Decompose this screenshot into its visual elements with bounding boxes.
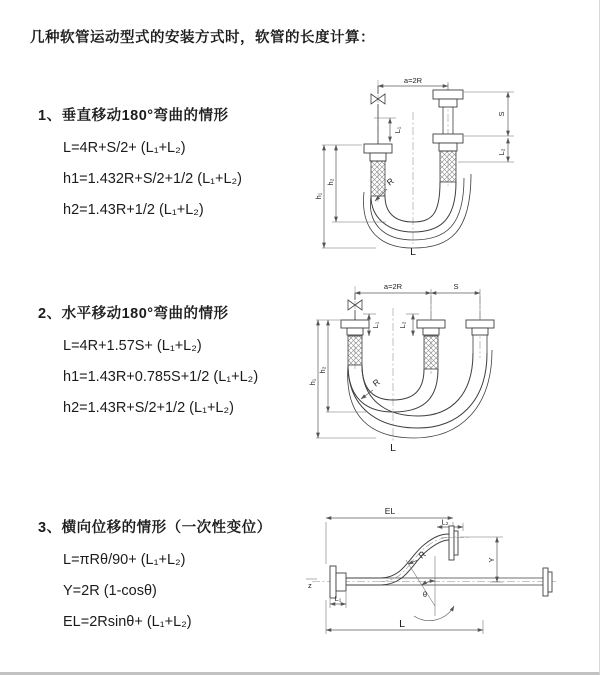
- dimension-h1: [308, 320, 376, 438]
- dim-label-r: R: [384, 175, 396, 188]
- dim-label-theta: θ: [422, 590, 428, 599]
- dim-label-l1: L₁: [393, 126, 402, 134]
- formula-line: L=4R+1.57S+ (L₁+L₂): [63, 338, 202, 354]
- centerlines: [355, 286, 480, 443]
- dimension-l: [326, 600, 483, 634]
- diagram-lateral-displacement: [298, 498, 598, 653]
- formula-line: Y=2R (1-cosθ): [63, 583, 157, 599]
- formula-line: h1=1.432R+S/2+1/2 (L₁+L₂): [63, 171, 243, 187]
- diagram-horizontal-180-bend: [306, 278, 591, 463]
- left-riser-flange: [364, 144, 392, 196]
- section-vertical-move: [38, 104, 242, 226]
- dim-label-r: R: [416, 548, 428, 561]
- dim-label-l1: L₁: [371, 321, 380, 329]
- dim-label-l-total: L: [399, 618, 405, 630]
- dimension-h1: [314, 145, 376, 248]
- dim-label-r: R: [370, 376, 382, 389]
- formula-line: L=4R+S/2+ (L₁+L₂): [63, 140, 186, 156]
- section-2-heading: 2、水平移动180°弯曲的情形: [38, 306, 229, 322]
- page-title: 几种软管运动型式的安装方式时，软管的长度计算：: [30, 30, 375, 46]
- section-1-heading: 1、垂直移动180°弯曲的情形: [38, 108, 229, 124]
- diagram-vertical-180-bend: [312, 72, 592, 257]
- formula-line: h1=1.43R+0.785S+1/2 (L₁+L₂): [63, 369, 259, 385]
- section-horizontal-move: [38, 302, 258, 424]
- braided-hose-section: [440, 151, 456, 182]
- dim-label-l2: L₂: [441, 517, 449, 527]
- dim-label-l-total: L: [410, 246, 416, 257]
- section-3-heading: 3、横向位移的情形（一次性变位）: [38, 520, 272, 536]
- dim-label-h2: h₂: [326, 178, 335, 186]
- radius-callout: [408, 549, 428, 564]
- right-riser-flange: [433, 90, 463, 182]
- dim-label-h1: h₁: [308, 378, 317, 386]
- valve-icon: [371, 86, 385, 144]
- dimension-a2r: [378, 76, 448, 90]
- diagram-2-figure: [306, 278, 591, 463]
- formula-line: EL=2Rsinθ+ (L₁+L₂): [63, 614, 192, 630]
- dimension-l2: [458, 138, 514, 162]
- s-curve-hose: [346, 534, 456, 585]
- formula-line: h2=1.43R+S/2+1/2 (L₁+L₂): [63, 400, 234, 416]
- diagram-3-figure: [298, 498, 598, 653]
- dim-label-l2: L₂: [398, 321, 407, 329]
- section-lateral-displacement: [38, 516, 272, 638]
- braided-hose-section: [371, 161, 385, 196]
- dim-label-h2: h₂: [318, 366, 327, 374]
- dim-label-a2r: a=2R: [383, 282, 403, 291]
- dimension-el: [326, 506, 453, 564]
- ghost-straight-hose: [312, 578, 556, 585]
- dim-label-l-total: L: [390, 442, 396, 454]
- dimension-l2: [398, 314, 419, 336]
- middle-riser-flange: [417, 320, 445, 369]
- left-riser-flange: [341, 320, 369, 365]
- hose-u-curves: [348, 350, 492, 438]
- axis-mark: [306, 579, 317, 590]
- centerlines: [378, 80, 448, 244]
- dim-label-el: EL: [384, 506, 396, 516]
- braided-hose-section: [348, 336, 362, 365]
- diagram-1-figure: [312, 72, 592, 257]
- braided-hose-section: [424, 336, 438, 369]
- dimension-a2r: [355, 282, 431, 293]
- dim-label-a2r: a=2R: [403, 76, 423, 85]
- formula-line: L=πRθ/90+ (L₁+L₂): [63, 552, 186, 568]
- right-flange: [543, 568, 552, 596]
- dim-label-y: Y: [487, 557, 496, 563]
- dim-label-h1: h₁: [314, 192, 323, 200]
- dimension-s: [431, 282, 480, 320]
- dim-label-l2: L₂: [497, 148, 506, 156]
- dim-label-s: S: [453, 282, 459, 291]
- upper-flange: [441, 526, 468, 560]
- formula-line: h2=1.43R+1/2 (L₁+L₂): [63, 202, 204, 218]
- dimension-y: [460, 537, 503, 582]
- dim-label-s: S: [497, 111, 506, 117]
- dim-label-l1: L₁: [334, 594, 342, 603]
- axis-mark-label: z: [308, 581, 312, 590]
- dimension-s: [464, 92, 514, 136]
